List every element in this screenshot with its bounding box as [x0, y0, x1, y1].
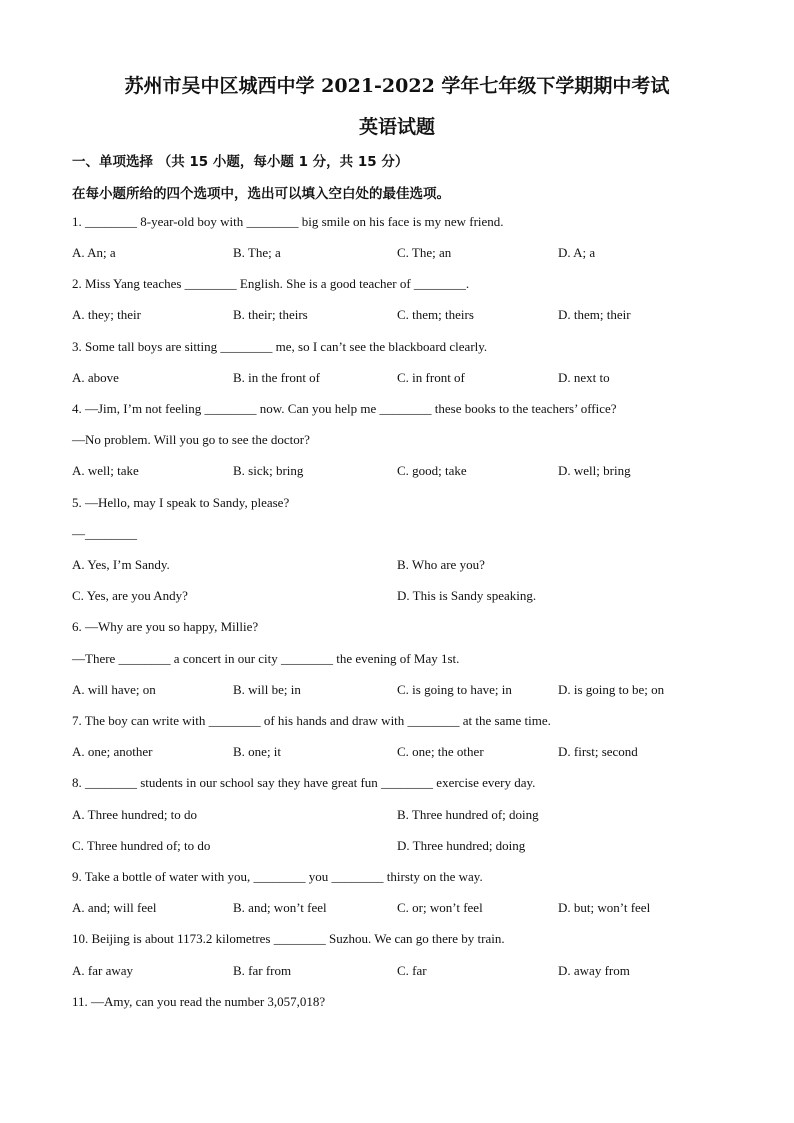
- question-options: [72, 370, 732, 388]
- option-c: C. Three hundred of; to do: [72, 838, 211, 853]
- option-c: C. Yes, are you Andy?: [72, 588, 188, 603]
- option-b: B. their; theirs: [233, 307, 308, 322]
- question-stem: 10. Beijing is about 1173.2 kilometres ________ Suzhou. We can go there by train.: [72, 931, 505, 946]
- option-b: B. one; it: [233, 744, 282, 759]
- option-a: A. far away: [72, 963, 133, 978]
- option-b: B. The; a: [233, 245, 281, 260]
- option-a: A. well; take: [72, 463, 139, 478]
- option-d: D. A; a: [558, 245, 596, 260]
- option-c: C. in front of: [397, 370, 465, 385]
- question-options: [72, 588, 732, 606]
- question-stem-reply: —________: [72, 526, 137, 541]
- question-options: [72, 807, 732, 825]
- option-a: A. Three hundred; to do: [72, 807, 198, 822]
- option-a: A. Yes, I’m Sandy.: [72, 557, 170, 572]
- option-b: B. Three hundred of; doing: [397, 807, 539, 822]
- option-c: C. good; take: [397, 463, 467, 478]
- option-d: D. first; second: [558, 744, 638, 759]
- question-stem: 7. The boy can write with ________ of his hands and draw with ________ at the same time.: [72, 713, 551, 728]
- section-heading: 一、单项选择 （共 15 小题，每小题 1 分，共 15 分）: [72, 154, 409, 170]
- option-d: D. is going to be; on: [558, 682, 665, 697]
- question-stem-reply: —No problem. Will you go to see the doctor?: [72, 432, 310, 447]
- option-d: D. This is Sandy speaking.: [397, 588, 537, 603]
- question-stem: 1. ________ 8-year-old boy with ________ big smile on his face is my new friend.: [72, 214, 504, 229]
- option-c: C. is going to have; in: [397, 682, 512, 697]
- option-c: C. them; theirs: [397, 307, 474, 322]
- question-options: [72, 245, 732, 263]
- question-options: [72, 963, 732, 981]
- option-a: A. they; their: [72, 307, 141, 322]
- document-subtitle: 英语试题: [358, 116, 435, 138]
- option-c: C. or; won’t feel: [397, 900, 483, 915]
- option-a: A. and; will feel: [72, 900, 157, 915]
- question-options: [72, 900, 732, 918]
- option-d: D. away from: [558, 963, 630, 978]
- question-options: [72, 744, 732, 762]
- question-stem-reply: —There ________ a concert in our city ________ the evening of May 1st.: [72, 651, 460, 666]
- question-stem: 2. Miss Yang teaches ________ English. She is a good teacher of ________.: [72, 276, 470, 291]
- question-stem: 4. —Jim, I’m not feeling ________ now. Can you help me ________ these books to the teachers’ office?: [72, 401, 617, 416]
- question-stem: 11. —Amy, can you read the number 3,057,018?: [72, 994, 326, 1009]
- option-a: A. one; another: [72, 744, 153, 759]
- option-b: B. Who are you?: [397, 557, 485, 572]
- question-stem: 3. Some tall boys are sitting ________ me, so I can’t see the blackboard clearly.: [72, 339, 488, 354]
- option-a: A. will have; on: [72, 682, 156, 697]
- question-stem: 6. —Why are you so happy, Millie?: [72, 619, 259, 634]
- option-b: B. far from: [233, 963, 292, 978]
- question-stem: 5. —Hello, may I speak to Sandy, please?: [72, 495, 290, 510]
- question-options: [72, 838, 732, 856]
- option-a: A. above: [72, 370, 119, 385]
- option-c: C. The; an: [397, 245, 452, 260]
- option-d: D. Three hundred; doing: [397, 838, 526, 853]
- option-d: D. them; their: [558, 307, 631, 322]
- option-d: D. next to: [558, 370, 610, 385]
- question-options: [72, 557, 732, 575]
- question-options: [72, 682, 732, 700]
- question-stem: 9. Take a bottle of water with you, ________ you ________ thirsty on the way.: [72, 869, 483, 884]
- question-options: [72, 463, 732, 481]
- question-options: [72, 307, 732, 325]
- option-b: B. in the front of: [233, 370, 321, 385]
- option-b: B. and; won’t feel: [233, 900, 327, 915]
- option-d: D. but; won’t feel: [558, 900, 651, 915]
- question-stem: 8. ________ students in our school say they have great fun ________ exercise every day.: [72, 775, 536, 790]
- option-c: C. one; the other: [397, 744, 484, 759]
- option-c: C. far: [397, 963, 427, 978]
- option-b: B. sick; bring: [233, 463, 304, 478]
- section-instruction: 在每小题所给的四个选项中，选出可以填入空白处的最佳选项。: [72, 186, 450, 202]
- document-title: 苏州市吴中区城西中学 2021-2022 学年七年级下学期期中考试: [124, 75, 670, 97]
- option-a: A. An; a: [72, 245, 116, 260]
- option-b: B. will be; in: [233, 682, 301, 697]
- option-d: D. well; bring: [558, 463, 631, 478]
